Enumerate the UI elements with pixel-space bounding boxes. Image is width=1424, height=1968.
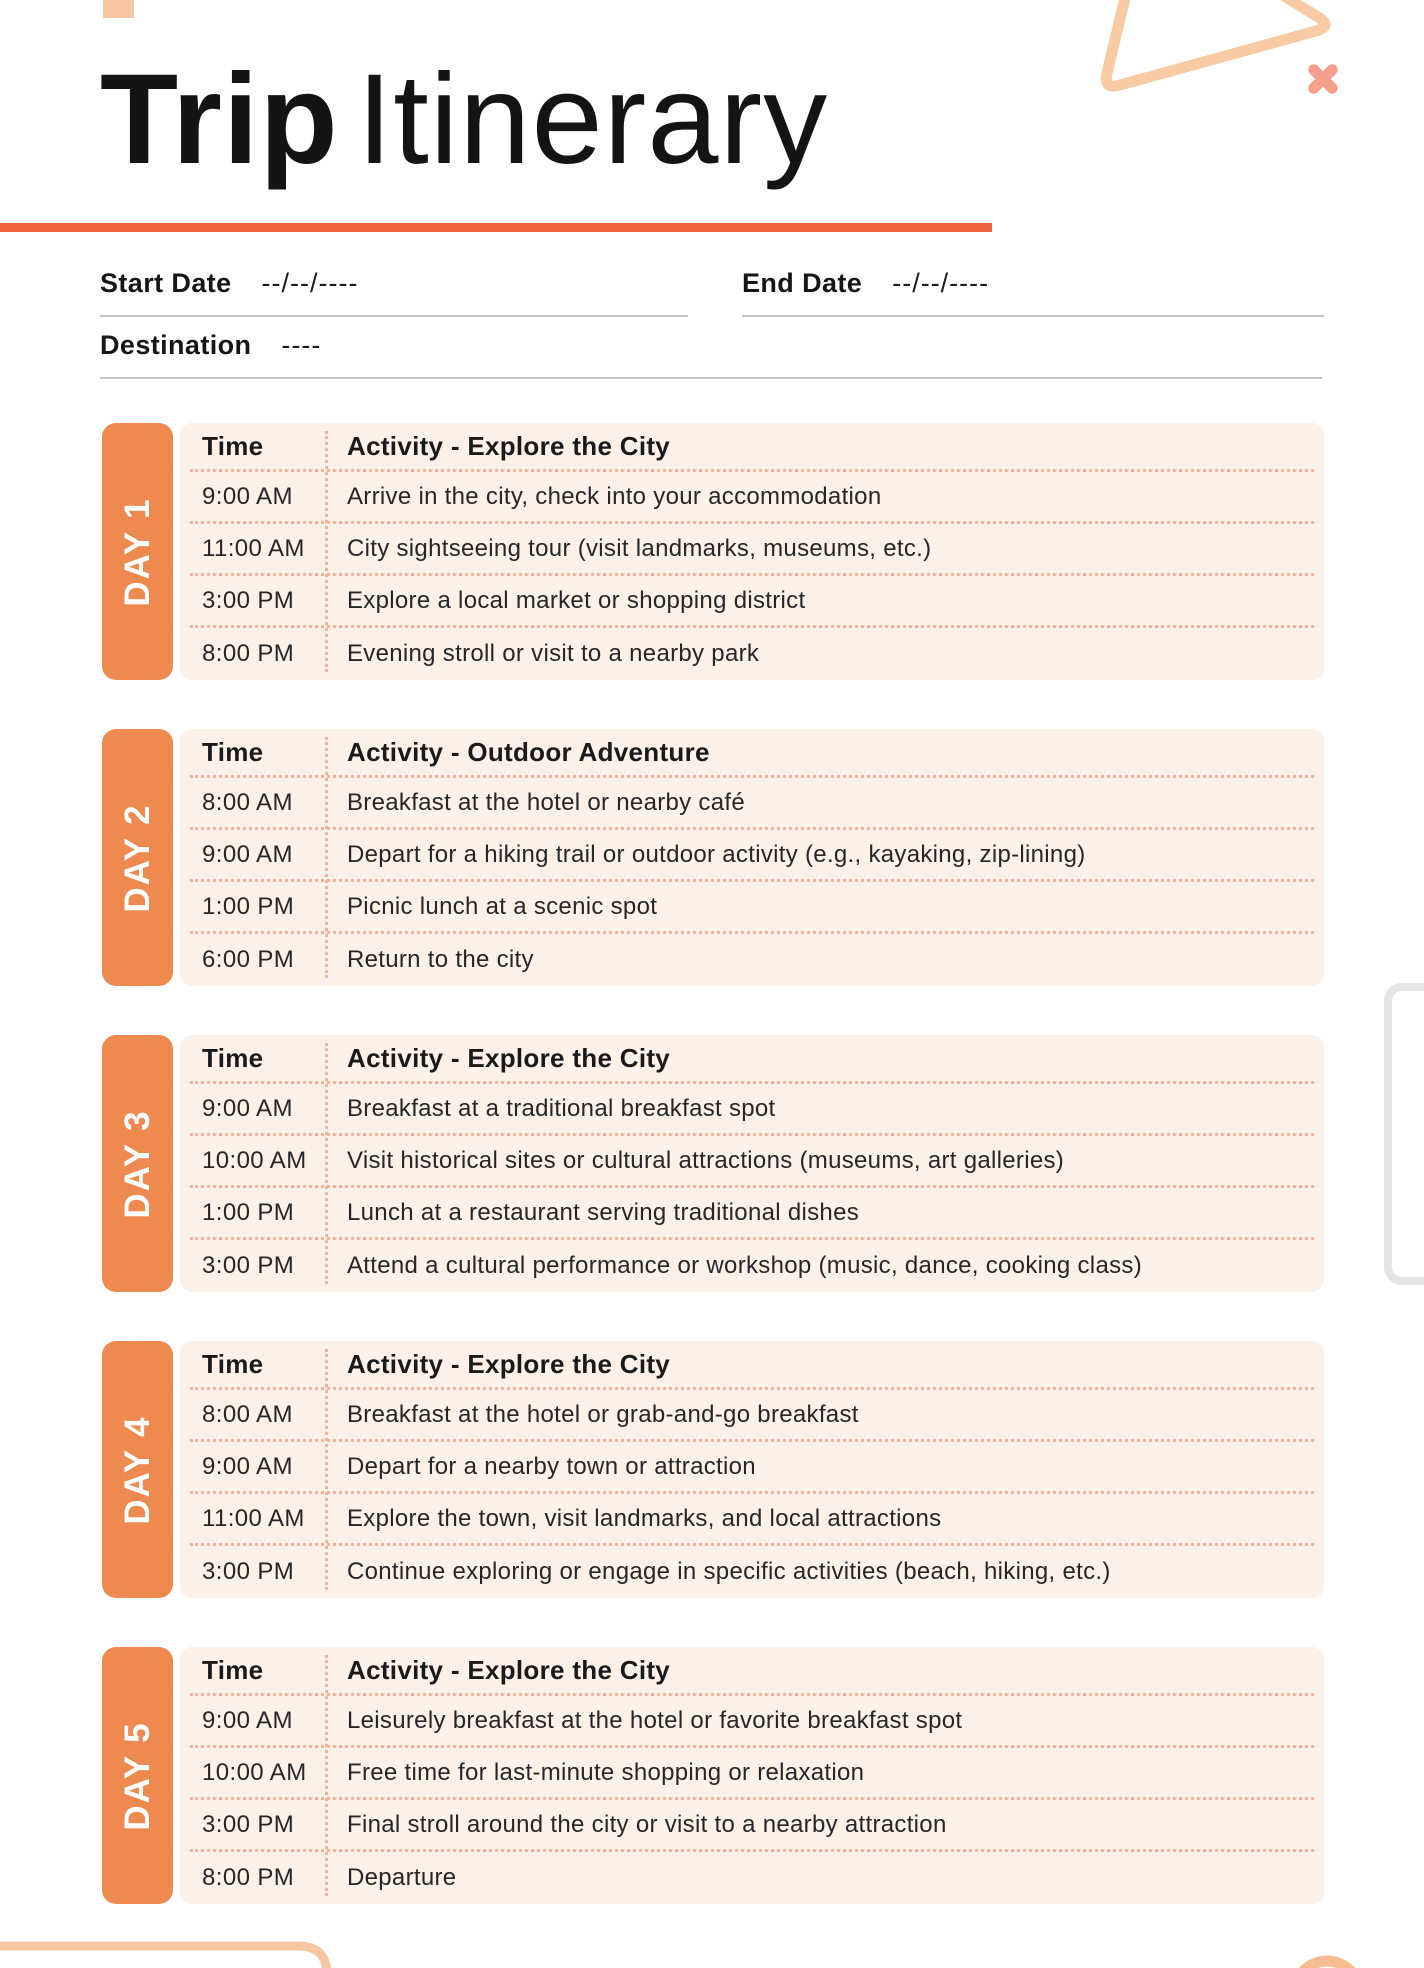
activity-cell: Depart for a hiking trail or outdoor activity (e.g., kayaking, zip-lining) (347, 840, 1086, 868)
rounded-line-decoration (0, 1946, 327, 1968)
page-title (100, 48, 829, 191)
activity-column-header: Activity - Explore the City (347, 1654, 671, 1685)
activity-cell: Explore a local market or shopping district (347, 586, 806, 614)
time-cell: 10:00 AM (202, 1758, 307, 1786)
time-cell: 3:00 PM (202, 1810, 295, 1838)
activity-cell: Free time for last-minute shopping or relaxation (347, 1758, 865, 1786)
table-header-row (190, 1341, 1314, 1390)
table-row (190, 1748, 1314, 1800)
day-3-tab (102, 1035, 173, 1292)
table-row (190, 882, 1314, 934)
table-row (190, 1800, 1314, 1852)
day-1-tab (102, 423, 173, 680)
activity-cell: Continue exploring or engage in specific activities (beach, hiking, etc.) (347, 1558, 1111, 1585)
time-column-header: Time (202, 1042, 264, 1073)
activity-column-header: Activity - Outdoor Adventure (347, 736, 710, 767)
table-row (190, 1696, 1314, 1748)
day-5-tab-label: DAY 5 (117, 1720, 157, 1831)
time-cell: 3:00 PM (202, 1252, 295, 1279)
activity-cell: City sightseeing tour (visit landmarks, museums, etc.) (347, 534, 932, 562)
table-row (190, 778, 1314, 830)
time-cell: 3:00 PM (202, 586, 295, 614)
table-row (190, 1084, 1314, 1136)
time-cell: 11:00 AM (202, 1504, 305, 1532)
table-row (190, 1546, 1314, 1598)
day-5-table (180, 1647, 1324, 1904)
activity-cell: Picnic lunch at a scenic spot (347, 892, 658, 920)
destination-value[interactable]: ---- (281, 330, 322, 360)
day-5-section (102, 1647, 1324, 1904)
activity-cell: Visit historical sites or cultural attractions (museums, art galleries) (347, 1146, 1065, 1174)
activity-cell: Departure (347, 1864, 457, 1891)
table-row (190, 1188, 1314, 1240)
day-4-tab (102, 1341, 173, 1598)
day-2-tab-label: DAY 2 (117, 802, 157, 913)
table-row (190, 628, 1314, 680)
column-divider (325, 1655, 328, 1896)
activity-cell: Breakfast at the hotel or grab-and-go breakfast (347, 1400, 859, 1428)
table-row (190, 576, 1314, 628)
time-cell: 9:00 AM (202, 1094, 293, 1122)
activity-cell: Return to the city (347, 946, 534, 973)
day-2-table (180, 729, 1324, 986)
day-4-tab-label: DAY 4 (117, 1414, 157, 1525)
activity-cell: Arrive in the city, check into your accommodation (347, 482, 882, 510)
day-1-table (180, 423, 1324, 680)
day-4-section (102, 1341, 1324, 1598)
activity-cell: Breakfast at a traditional breakfast spot (347, 1094, 776, 1122)
table-header-row (190, 423, 1314, 472)
activity-column-header: Activity - Explore the City (347, 430, 671, 461)
day-3-tab-label: DAY 3 (117, 1108, 157, 1219)
destination-label: Destination (100, 330, 252, 360)
activity-cell: Attend a cultural performance or workshop (music, dance, cooking class) (347, 1252, 1142, 1279)
title-word-trip: Trip (100, 48, 339, 191)
time-cell: 6:00 PM (202, 946, 295, 973)
time-cell: 9:00 AM (202, 482, 293, 510)
activity-cell: Final stroll around the city or visit to a nearby attraction (347, 1810, 947, 1838)
corner-square-decoration (103, 0, 134, 18)
start-date-field (100, 268, 688, 317)
activity-column-header: Activity - Explore the City (347, 1348, 671, 1379)
time-column-header: Time (202, 1348, 264, 1379)
table-row (190, 524, 1314, 576)
circle-outline-icon (1294, 1961, 1360, 1968)
table-header-row (190, 1647, 1314, 1696)
time-cell: 9:00 AM (202, 840, 293, 868)
table-row (190, 1852, 1314, 1904)
time-cell: 8:00 AM (202, 788, 293, 816)
time-cell: 8:00 PM (202, 1864, 295, 1891)
time-cell: 8:00 AM (202, 1400, 293, 1428)
day-3-section (102, 1035, 1324, 1292)
column-divider (325, 1349, 328, 1590)
table-row (190, 1494, 1314, 1546)
activity-cell: Evening stroll or visit to a nearby park (347, 640, 760, 667)
table-row (190, 472, 1314, 524)
column-divider (325, 431, 328, 672)
day-3-table (180, 1035, 1324, 1292)
time-cell: 1:00 PM (202, 892, 295, 920)
title-word-itinerary: Itinerary (356, 48, 829, 191)
end-date-value[interactable]: --/--/---- (892, 268, 990, 298)
table-row (190, 1442, 1314, 1494)
column-divider (325, 1043, 328, 1284)
time-cell: 3:00 PM (202, 1558, 295, 1585)
table-row (190, 1390, 1314, 1442)
activity-cell: Depart for a nearby town or attraction (347, 1452, 756, 1480)
table-row (190, 1136, 1314, 1188)
table-header-row (190, 729, 1314, 778)
triangle-outline-icon (1106, 0, 1325, 86)
time-cell: 9:00 AM (202, 1452, 293, 1480)
time-cell: 9:00 AM (202, 1706, 293, 1734)
day-5-tab (102, 1647, 173, 1904)
table-row (190, 830, 1314, 882)
end-date-label: End Date (742, 268, 863, 298)
time-column-header: Time (202, 736, 264, 767)
x-mark-icon (1305, 61, 1341, 97)
time-cell: 11:00 AM (202, 534, 305, 562)
time-cell: 10:00 AM (202, 1146, 307, 1174)
start-date-value[interactable]: --/--/---- (261, 268, 359, 298)
column-divider (325, 737, 328, 978)
day-1-tab-label: DAY 1 (117, 496, 157, 607)
time-cell: 8:00 PM (202, 640, 295, 667)
time-column-header: Time (202, 1654, 264, 1685)
activity-column-header: Activity - Explore the City (347, 1042, 671, 1073)
destination-field (100, 330, 1322, 379)
activity-cell: Explore the town, visit landmarks, and local attractions (347, 1504, 942, 1532)
end-date-field (742, 268, 1324, 317)
time-cell: 1:00 PM (202, 1198, 295, 1226)
table-header-row (190, 1035, 1314, 1084)
day-2-section (102, 729, 1324, 986)
day-2-tab (102, 729, 173, 986)
day-4-table (180, 1341, 1324, 1598)
title-divider (0, 223, 992, 232)
side-card-outline (1384, 983, 1424, 1285)
start-date-label: Start Date (100, 268, 232, 298)
table-row (190, 934, 1314, 986)
activity-cell: Leisurely breakfast at the hotel or favorite breakfast spot (347, 1706, 963, 1734)
time-column-header: Time (202, 430, 264, 461)
activity-cell: Lunch at a restaurant serving traditional dishes (347, 1198, 860, 1226)
day-1-section (102, 423, 1324, 680)
table-row (190, 1240, 1314, 1292)
activity-cell: Breakfast at the hotel or nearby café (347, 788, 745, 816)
